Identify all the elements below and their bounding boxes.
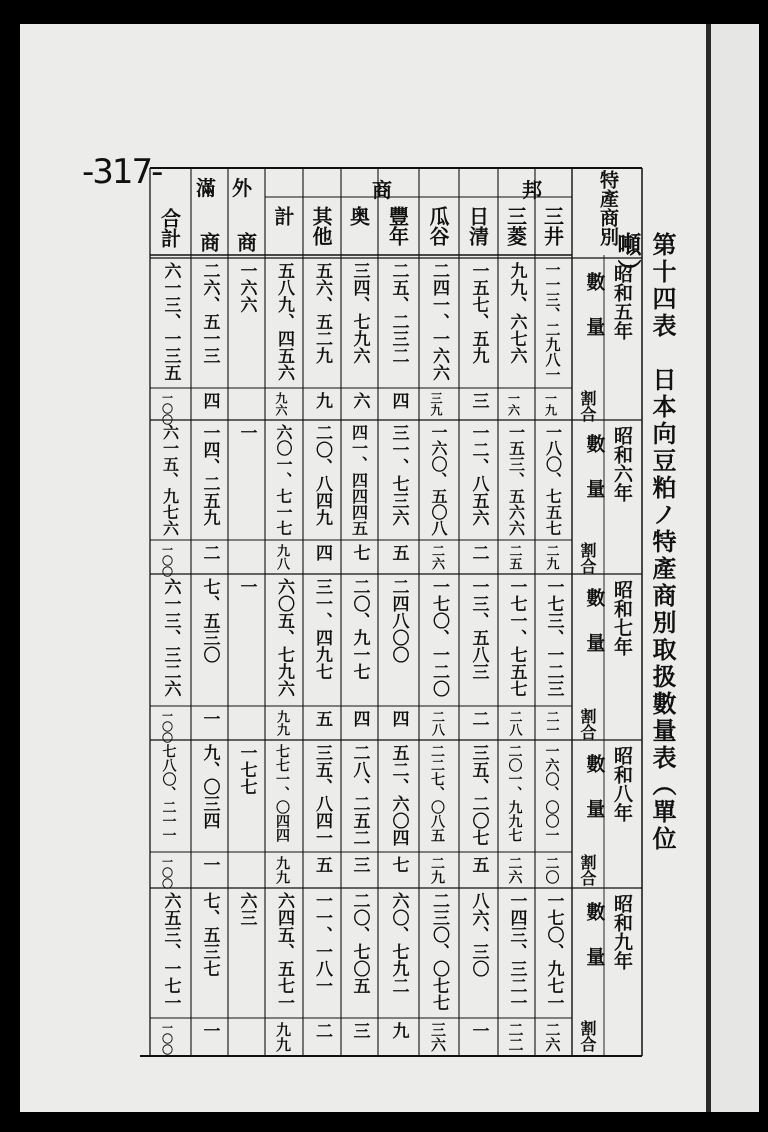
table-cell: 九 xyxy=(388,1022,409,1039)
table-cell: 七八〇、二一一 xyxy=(160,744,177,842)
table-cell: 一四三、三二一 xyxy=(506,892,527,1011)
ratio-label: 割合 xyxy=(578,390,597,422)
table-cell: 一 xyxy=(199,1022,220,1039)
table-cell: 二八 xyxy=(429,710,444,736)
table-cell: 二 xyxy=(468,710,489,727)
table-cell: 一〇〇 xyxy=(160,710,174,743)
table-cell: 六一五、九七六 xyxy=(160,424,180,536)
table-cell: 七 xyxy=(349,544,370,561)
merchant-header: 商 xyxy=(233,232,258,252)
table-cell: 二二七、〇八五 xyxy=(429,744,445,842)
table-cell: 三一、七三六 xyxy=(388,424,409,526)
merchant-header: 三井 xyxy=(540,206,565,246)
table-cell: 一二、八五六 xyxy=(468,424,489,526)
table-cell: 九九 xyxy=(274,710,289,736)
table-cell: 一八〇、七五七 xyxy=(543,424,563,536)
year-label: 昭和五年 xyxy=(611,264,633,340)
table-cell: 七、五三〇 xyxy=(199,578,220,663)
table-cell: 七 xyxy=(388,856,409,873)
table-cell: 四 xyxy=(349,710,370,727)
ratio-label: 割合 xyxy=(578,708,597,740)
table-cell: 五八九、四五六 xyxy=(274,262,294,381)
table-cell: 三 xyxy=(349,856,370,873)
table-cell: 一一三、二九八一 xyxy=(543,262,562,382)
quantity-label: 數量 xyxy=(583,588,606,678)
table-cell: 一六六 xyxy=(236,262,257,313)
table-cell: 一〇〇 xyxy=(160,544,174,577)
table-cell: 九、〇三四 xyxy=(199,744,220,829)
table-cell: 四 xyxy=(388,710,409,727)
year-label: 昭和六年 xyxy=(611,426,633,502)
table-cell: 一 xyxy=(199,710,220,727)
merchant-header: 瓜谷 xyxy=(426,206,450,246)
year-label: 昭和七年 xyxy=(611,580,633,656)
table-cell: 二九 xyxy=(429,856,445,884)
table-cell: 一〇〇 xyxy=(160,392,174,425)
table-cell: 五 xyxy=(468,856,489,873)
table-cell: 一 xyxy=(468,1022,489,1039)
table-cell: 二六 xyxy=(543,1022,562,1052)
table-cell: 四 xyxy=(388,392,409,409)
table-cell: 八六、三〇 xyxy=(468,892,489,977)
table-cell: 二〇、九一七 xyxy=(349,578,370,680)
table-cell: 一七一、七五七 xyxy=(506,578,527,697)
table-cell: 一 xyxy=(236,424,257,441)
group-header-foreign: 外 xyxy=(232,176,252,200)
table-cell: 二六 xyxy=(429,544,444,570)
table-cell: 六一三、一三五 xyxy=(160,262,181,381)
table-cell: 一五三、五六六 xyxy=(506,424,526,536)
table-cell: 二 xyxy=(199,544,220,561)
table-cell: 二 xyxy=(312,1022,332,1039)
table-cell: 一九 xyxy=(543,392,558,416)
table-cell: 九九 xyxy=(274,1022,292,1052)
table-cell: 一七三、一二三 xyxy=(543,578,564,697)
table-cell: 一六 xyxy=(506,392,521,416)
table-cell: 一七七 xyxy=(236,744,257,795)
table-cell: 二八、二五二 xyxy=(349,744,370,846)
table-cell: 三五、二〇七 xyxy=(468,744,489,846)
ratio-label: 割合 xyxy=(578,542,597,574)
table-cell: 一〇〇 xyxy=(160,1022,174,1055)
table-cell: 三 xyxy=(468,392,489,409)
table-cell: 六一三、三二六 xyxy=(160,578,181,697)
table-cell: 二四八〇〇 xyxy=(388,578,409,663)
table-cell: 九 xyxy=(312,392,332,409)
merchant-header: 日清 xyxy=(465,206,490,246)
merchant-header: 計 xyxy=(271,206,295,226)
table-cell: 二〇一、九九七 xyxy=(506,744,523,842)
table-cell: 一 xyxy=(236,578,257,595)
table-cell: 二三〇、〇七七 xyxy=(429,892,449,1011)
merchant-header: 奥 xyxy=(346,206,371,226)
table-cell: 六〇五、七九六 xyxy=(274,578,294,697)
table-cell: 五 xyxy=(388,544,409,561)
merchant-header: 合計 xyxy=(157,208,182,248)
table-cell: 九九、六七六 xyxy=(506,262,527,364)
table-cell: 六三 xyxy=(236,892,257,926)
table-cell: 九八 xyxy=(274,544,289,570)
table-cell: 三 xyxy=(349,1022,370,1039)
table-cell: 二八 xyxy=(506,710,522,736)
table-cell: 一七〇、九七一 xyxy=(543,892,564,1011)
table-cell: 五六、五二九 xyxy=(312,262,332,364)
table-cell: 二六 xyxy=(506,856,523,884)
table-title: 第十四表 日本向豆粕ノ特產商別取扱數量表（單位噸） xyxy=(613,232,677,853)
table-cell: 三九 xyxy=(429,392,443,416)
table-cell: 四 xyxy=(199,392,220,409)
table-cell: 九六 xyxy=(274,392,288,416)
merchant-header: 商 xyxy=(196,232,221,252)
table-cell: 一四、二五九 xyxy=(199,424,220,526)
year-label: 昭和九年 xyxy=(611,894,633,970)
table-cell: 二二 xyxy=(506,1022,525,1052)
group-header-domestic: 邦 xyxy=(522,178,542,202)
table-cell: 二四一、一六六 xyxy=(429,262,449,381)
table-cell: 七、五三七 xyxy=(199,892,220,977)
year-label: 昭和八年 xyxy=(611,746,633,822)
table-cell: 四 xyxy=(312,544,332,561)
table-cell: 一三、五八三 xyxy=(468,578,489,680)
table-cell: 二〇、七〇五 xyxy=(349,892,370,994)
quantity-label: 數量 xyxy=(583,754,606,844)
merchant-header: 三菱 xyxy=(503,206,528,246)
ratio-label: 割合 xyxy=(578,854,597,886)
corner-header: 特產商別 xyxy=(597,170,619,246)
table-cell: 五 xyxy=(312,856,332,873)
table-cell: 一〇〇 xyxy=(160,856,174,889)
table-cell: 九九 xyxy=(274,856,290,884)
page-number: -317- xyxy=(82,152,162,192)
table-cell: 一六〇、五〇八 xyxy=(429,424,448,536)
table-cell: 二〇、八四九 xyxy=(312,424,332,526)
table-cell: 六〇、七九二 xyxy=(388,892,409,994)
table-cell: 二〇 xyxy=(543,856,560,884)
table-cell: 一五七、五九 xyxy=(468,262,489,364)
quantity-label: 數量 xyxy=(583,434,606,524)
table-cell: 二五、二三二 xyxy=(388,262,409,364)
table-cell: 二六、五一三 xyxy=(199,262,220,364)
quantity-label: 數量 xyxy=(583,272,606,362)
table-cell: 二九 xyxy=(543,544,559,570)
table-cell: 一六〇、〇〇一 xyxy=(543,744,560,842)
table-cell: 六 xyxy=(349,392,370,409)
table-cell: 六〇一、七一七 xyxy=(274,424,293,536)
table-cell: 三一、四九七 xyxy=(312,578,332,680)
table-cell: 一一、一八一 xyxy=(312,892,332,994)
group-header-domestic-2: 商 xyxy=(372,178,392,202)
merchant-header: 其他 xyxy=(309,206,333,246)
table-cell: 三五、八四一 xyxy=(312,744,332,846)
quantity-label: 數量 xyxy=(583,902,606,992)
table-cell: 四一、四四四五 xyxy=(349,424,369,536)
ratio-label: 割合 xyxy=(578,1020,597,1052)
table-cell: 七七一、〇四四 xyxy=(274,744,290,842)
table-cell: 二 xyxy=(468,544,489,561)
table-cell: 五二、六〇四 xyxy=(388,744,409,846)
table-cell: 三四、七九六 xyxy=(349,262,370,364)
table-cell: 六四五、五七一 xyxy=(274,892,294,1011)
table-cell: 一 xyxy=(199,856,220,873)
table-cell: 二一 xyxy=(543,710,559,736)
merchant-header: 豐年 xyxy=(385,206,410,246)
table-cell: 五 xyxy=(312,710,332,727)
table-cell: 一七〇、一二〇 xyxy=(429,578,449,697)
group-header-manchu: 滿 xyxy=(196,176,216,200)
table-cell: 二五 xyxy=(506,544,522,570)
table-cell: 六五三、一七一 xyxy=(160,892,181,1011)
table-cell: 三六 xyxy=(429,1022,447,1052)
